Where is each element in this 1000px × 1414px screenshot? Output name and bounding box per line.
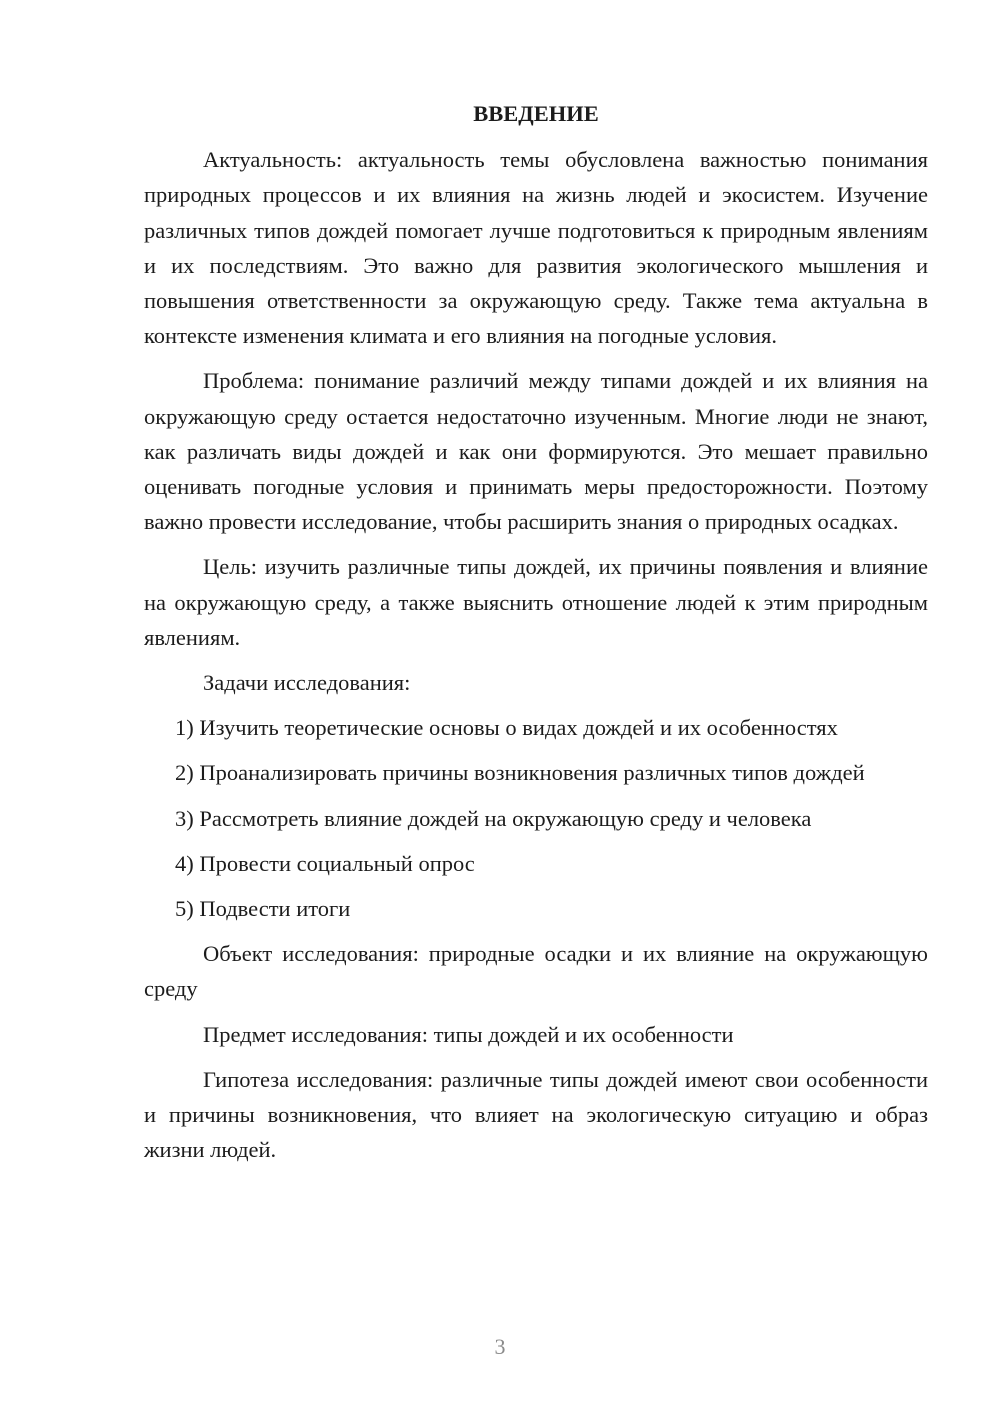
task-item: 4) Провести социальный опрос	[175, 850, 475, 876]
tasks-heading: Задачи исследования:	[203, 670, 411, 696]
task-item: 2) Проанализировать причины возникновения различных типов дождей	[175, 760, 865, 786]
section-title: ВВЕДЕНИЕ	[473, 101, 599, 126]
problem-paragraph: Проблема: понимание различий между типами дождей и их влияния на окружающую среду остается недостаточно изученным. Многие люди не знают, как различать виды дождей и как они формируются. Это мешает правильно оценивать погодные условия и принимать меры предосторожности. Поэтому важно провести исследование, чтобы расширить знания о природных осадках.	[144, 368, 928, 535]
hypothesis-paragraph: Гипотеза исследования: различные типы дождей имеют свои особенности и причины возникновения, что влияет на экологическую ситуацию и образ жизни людей.	[144, 1066, 928, 1163]
task-item: 3) Рассмотреть влияние дождей на окружающую среду и человека	[175, 805, 812, 831]
task-item: 5) Подвести итоги	[175, 896, 351, 922]
task-item: 1) Изучить теоретические основы о видах дождей и их особенностях	[175, 715, 838, 741]
page-number: 3	[494, 1334, 506, 1359]
page-content	[144, 96, 928, 1177]
relevance-paragraph: Актуальность: актуальность темы обусловлена важностью понимания природных процессов и их влияния на жизнь людей и экосистем. Изучение различных типов дождей помогает лучше подготовиться к природным явлениям и их последствиям. Это важно для развития экологического мышления и повышения ответственности за окружающую среду. Также тема актуальна в контексте изменения климата и его влияния на погодные условия.	[144, 147, 928, 349]
object-paragraph: Объект исследования: природные осадки и их влияние на окружающую среду	[144, 941, 928, 1002]
subject-paragraph: Предмет исследования: типы дождей и их особенности	[203, 1021, 734, 1047]
goal-paragraph: Цель: изучить различные типы дождей, их причины появления и влияние на окружающую среду, а также выяснить отношение людей к этим природным явлениям.	[144, 554, 928, 650]
